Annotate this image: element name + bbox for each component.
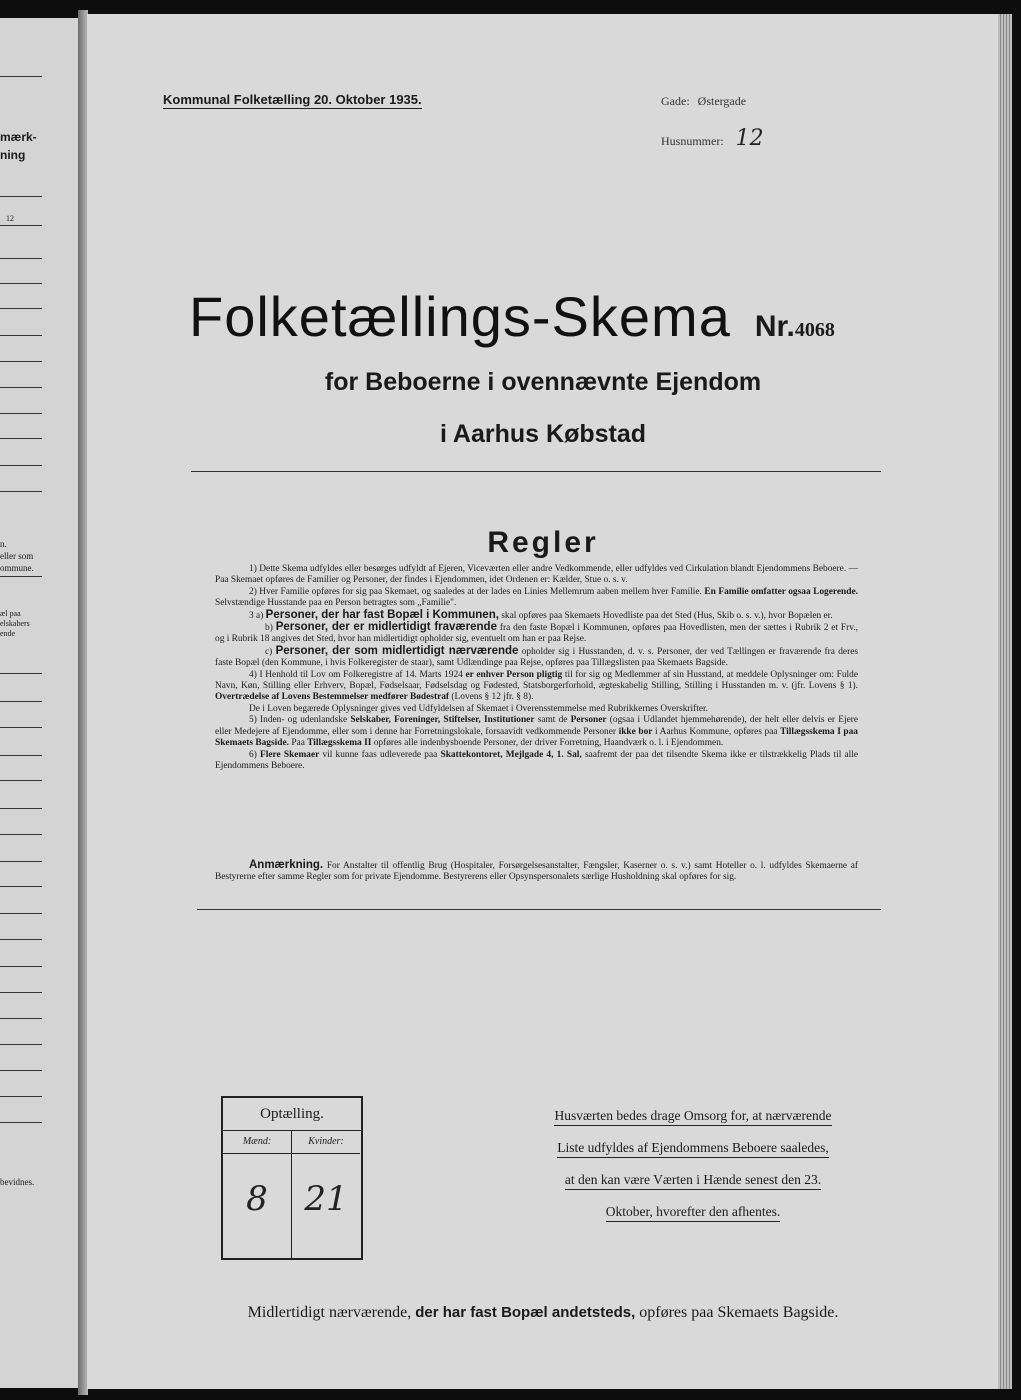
rule-3a: 3 a) Personer, der har fast Bopæl i Kommunen, skal opføres paa Skemaets Hovedliste paa det Sted (Hus, Skib o. s. v.), hvor Bopælen er. xyxy=(249,608,833,621)
form-subtitle: for Beboerne i ovennævnte Ejendom xyxy=(324,368,762,396)
gade-value: Østergade xyxy=(697,94,747,108)
left-rule xyxy=(0,76,42,77)
maend-value: 8 xyxy=(246,1179,268,1219)
left-rule xyxy=(0,1122,42,1123)
kvinder-value: 21 xyxy=(304,1179,348,1219)
rules-text xyxy=(215,564,858,772)
left-rule xyxy=(0,308,42,309)
left-rule xyxy=(0,413,42,414)
husnummer-field xyxy=(661,126,764,151)
left-rule xyxy=(0,196,42,197)
left-rule xyxy=(0,834,42,835)
left-text: ende xyxy=(0,629,16,638)
form-location: i Aarhus Købstad xyxy=(439,420,647,448)
left-rule xyxy=(0,1070,42,1071)
left-rule xyxy=(0,1018,42,1019)
left-text: bevidnes. xyxy=(0,1177,35,1187)
rule-3b: b) Personer, der er midlertidigt fraværende fra den faste Bopæl i Kommunen, opføres paa Hovedlisten, men der sættes i Rubrik 2 et Frv., og i Rubrik 18 angives det Sted, hvor han midlertidigt opholder sig, eventuelt om han er paa Rejse. xyxy=(215,621,859,645)
rule-4: 4) I Henhold til Lov om Folkeregistre af 14. Marts 1924 er enhver Person pligtig til for sig og Medlemmer af sin Husstand, at meddele Oplysninger om: Fulde Navn, Køn, Stilling eller Erhverv, Bopæl, Fødselsaar, Fødselsdag og Fødested, Statsborgerforhold, ægteskabelig Stilling, Stilling i Husstanden m. v. (jfr. Lovens § 1). Overtrædelse af Lovens Bestemmelser medfører Bødestraf (Lovens § 12 jfr. § 8). xyxy=(215,669,859,703)
left-rule xyxy=(0,886,42,887)
left-rule xyxy=(0,727,42,728)
census-header: Kommunal Folketælling 20. Oktober 1935. xyxy=(163,92,422,107)
regler-heading: Regler xyxy=(487,526,599,559)
optaelling-box xyxy=(221,1096,363,1260)
left-rule xyxy=(0,992,42,993)
rule-6: 6) Flere Skemaer vil kunne faas udleverede paa Skattekontoret, Mejlgade 4, 1. Sal, saafremt der paa det tilsendte Skema ikke er tilstrækkelig Plads til alle Ejendommens Beboere. xyxy=(215,749,859,771)
notice-line: Husværten bedes drage Omsorg for, at nærværende xyxy=(554,1108,831,1126)
left-page-fragment xyxy=(0,18,84,1388)
anmaerkning-label: Anmærkning. xyxy=(249,859,324,871)
rule-1: 1) Dette Skema udfyldes eller besørges udfyldt af Ejeren, Viceværten eller andre Vedkommende, eller udfyldes ved Cirkulation blandt Ejendommens Beboere. — Paa Skemaet opføres de Familier og Personer, der findes i Ejendommen, idet Ordenen er: Kælder, Stue o. s. v. xyxy=(215,564,858,586)
left-rule xyxy=(0,576,42,577)
anmaerkning-text: For Anstalter til offentlig Brug (Hospitaler, Forsørgelsesanstalter, Fængsler, Kaserner o. s. v.) samt Hoteller o. l. udfyldes Skemaerne af Bestyrerne efter samme Regler som for private Ejendomme. Bestyrerens eller Opsynspersonalets særlige Husholdning skal opføres for sig. xyxy=(215,861,859,883)
form-number-label: Nr. xyxy=(754,310,795,343)
left-rule xyxy=(0,465,42,466)
left-rule xyxy=(0,1044,42,1045)
left-rule xyxy=(0,701,42,702)
form-title: Folketællings-Skema xyxy=(189,285,731,348)
left-rule xyxy=(0,438,42,439)
rule-2: 2) Hver Familie opføres for sig paa Skemaet, og saaledes at der lades en Linies Mellemrum aaben mellem hver Familie. En Familie omfatter ogsaa Logerende. Selvstændige Husstande paa en Person betragtes som „Familie". xyxy=(215,586,858,609)
left-rule xyxy=(0,258,42,259)
left-rule xyxy=(0,387,42,388)
left-rule xyxy=(0,1096,42,1097)
optaelling-title: Optælling. xyxy=(223,1098,361,1131)
left-rule xyxy=(0,861,42,862)
rule-4-note: De i Loven begærede Oplysninger gives ved Udfyldelsen af Skemaet i Overensstemmelse med Rubrikkernes Overskrifter. xyxy=(249,703,708,714)
left-rule xyxy=(0,755,42,756)
left-rule xyxy=(0,361,42,362)
form-title-row xyxy=(189,284,909,349)
left-rule xyxy=(0,491,42,492)
divider xyxy=(191,471,881,472)
census-form-page xyxy=(86,14,999,1389)
left-rule xyxy=(0,283,42,284)
left-rule xyxy=(0,913,42,914)
husnummer-value: 12 xyxy=(735,126,764,151)
left-text: æl paa xyxy=(0,609,21,618)
notice-line: Oktober, hvorefter den afhentes. xyxy=(606,1204,781,1222)
left-text: 12 xyxy=(6,214,14,223)
left-text: n. xyxy=(0,539,7,549)
left-text: mærk- xyxy=(0,130,37,144)
gade-label: Gade: xyxy=(661,94,690,108)
rule-5: 5) Inden- og udenlandske Selskaber, Foreninger, Stiftelser, Institutioner samt de Personer (ogsaa i Udlandet hjemmehørende), der helt eller delvis er Ejere eller Medejere af Ejendomme, eller som i denne har Forretningslokale, forsaavidt vedkommende Personer ikke bor i Aarhus Kommune, opføres paa Tillægsskema I paa Skemaets Bagside. Paa Tillægsskema II opføres alle indenbysboende Personer, der driver Forretning, Haandværk o. l. i Ejendommen. xyxy=(215,715,859,749)
maend-label: Mænd: xyxy=(223,1131,291,1154)
kvinder-label: Kvinder: xyxy=(292,1131,360,1154)
notice-line: Liste udfyldes af Ejendommens Beboere saaledes, xyxy=(557,1140,828,1158)
left-text: ning xyxy=(0,148,26,162)
left-rule xyxy=(0,808,42,809)
page-edges xyxy=(998,14,1012,1389)
left-rule xyxy=(0,966,42,967)
form-number-value: 4068 xyxy=(794,319,835,341)
left-rule xyxy=(0,780,42,781)
gade-field xyxy=(661,92,746,110)
husnummer-label: Husnummer: xyxy=(661,134,724,148)
footer-text: opføres paa Skemaets Bagside. xyxy=(639,1304,839,1321)
left-rule xyxy=(0,225,42,226)
left-text: elskabers xyxy=(0,619,30,628)
left-rule xyxy=(0,673,42,674)
left-text: ommune. xyxy=(0,563,34,573)
anmaerkning xyxy=(215,860,858,884)
kvinder-column xyxy=(292,1131,360,1258)
notice-line: at den kan være Værten i Hænde senest den 23. xyxy=(565,1172,821,1190)
footer-text: Midlertidigt nærværende, xyxy=(247,1304,412,1321)
rule-3c: c) Personer, der som midlertidigt nærværende opholder sig i Husstanden, d. v. s. Personer, der ved Tællingen er fraværende fra deres faste Bopæl (den Kommune, i hvis Folkeregister de staar), samt Udlændinge paa Rejse, opføres paa Tillægslisten paa Skemaets Bagside. xyxy=(215,644,859,669)
maend-column xyxy=(223,1131,292,1258)
left-text: eller som xyxy=(0,551,34,561)
footer-note xyxy=(87,1304,999,1322)
left-rule xyxy=(0,939,42,940)
divider xyxy=(197,909,881,910)
left-rule xyxy=(0,335,42,336)
footer-bold-text: der har fast Bopæl andetsteds, xyxy=(415,1304,636,1321)
landlord-notice xyxy=(525,1108,861,1236)
